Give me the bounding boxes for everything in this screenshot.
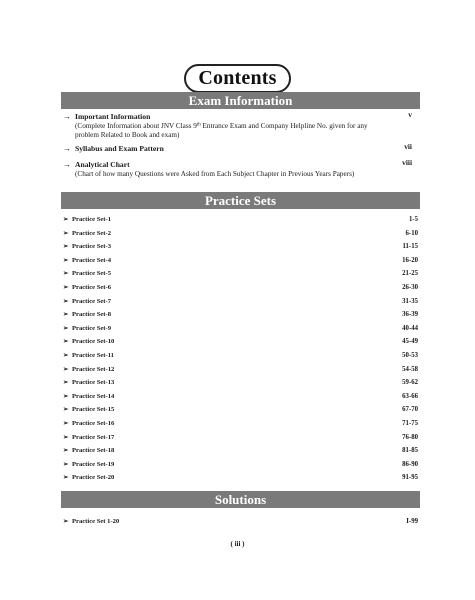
practice-set-name: Practice Set-9 [72, 324, 111, 332]
practice-set-row[interactable] [63, 298, 418, 312]
practice-set-row[interactable] [63, 257, 418, 271]
entry-page-number: v [408, 110, 412, 119]
practice-set-name: Practice Set-11 [72, 351, 114, 359]
page-title: Contents [184, 64, 290, 93]
entry-page-number: viii [402, 158, 412, 167]
practice-set-pages: 31-35 [402, 297, 418, 305]
practice-set-row[interactable] [63, 366, 418, 380]
practice-set-row[interactable] [63, 434, 418, 448]
practice-set-name: Practice Set-7 [72, 297, 111, 305]
practice-set-name: Practice Set-17 [72, 433, 115, 441]
page-number-footer: ( iii ) [230, 540, 245, 548]
solutions-entry[interactable] [63, 518, 418, 528]
desc-part: (Complete Information about JNV Class 9 [75, 122, 197, 130]
practice-set-pages: 6-10 [405, 229, 418, 237]
practice-set-row[interactable] [63, 474, 418, 488]
bullet-arrow-icon: ➢ [63, 351, 69, 359]
bullet-arrow-icon: ➢ [63, 518, 69, 525]
practice-set-row[interactable] [63, 230, 418, 244]
practice-set-pages: 76-80 [402, 433, 418, 441]
entry-description [75, 122, 380, 139]
practice-set-name: Practice Set-19 [72, 460, 115, 468]
practice-set-pages: 67-70 [402, 406, 418, 414]
bullet-arrow-icon: ➢ [63, 338, 69, 346]
practice-set-row[interactable] [63, 325, 418, 339]
bullet-arrow-icon: ➢ [63, 392, 69, 400]
bullet-arrow-icon: ➢ [63, 406, 69, 414]
practice-set-name: Practice Set-10 [72, 338, 115, 346]
practice-set-pages: 71-75 [402, 419, 418, 427]
arrow-right-icon: → [63, 160, 71, 169]
practice-set-row[interactable] [63, 284, 418, 298]
bullet-arrow-icon: ➢ [63, 229, 69, 237]
practice-set-name: Practice Set-14 [72, 392, 115, 400]
practice-set-name: Practice Set-18 [72, 447, 115, 455]
practice-set-list [63, 216, 418, 488]
practice-set-row[interactable] [63, 461, 418, 475]
entry-title: Important Information [75, 112, 151, 121]
practice-set-name: Practice Set-6 [72, 283, 111, 291]
practice-set-row[interactable] [63, 379, 418, 393]
practice-set-name: Practice Set-2 [72, 229, 111, 237]
practice-sets-banner: Practice Sets [61, 192, 420, 209]
practice-set-name: Practice Set-5 [72, 270, 111, 278]
practice-set-pages: 50-53 [402, 351, 418, 359]
practice-set-pages: 91-95 [402, 474, 418, 482]
practice-set-row[interactable] [63, 338, 418, 352]
bullet-arrow-icon: ➢ [63, 474, 69, 482]
bullet-arrow-icon: ➢ [63, 379, 69, 387]
bullet-arrow-icon: ➢ [63, 447, 69, 455]
solutions-name: Practice Set 1-20 [72, 518, 120, 525]
practice-set-name: Practice Set-4 [72, 256, 111, 264]
bullet-arrow-icon: ➢ [63, 270, 69, 278]
practice-set-name: Practice Set-15 [72, 406, 115, 414]
practice-set-row[interactable] [63, 393, 418, 407]
bullet-arrow-icon: ➢ [63, 324, 69, 332]
practice-set-name: Practice Set-16 [72, 419, 115, 427]
solutions-pages: I-99 [406, 518, 418, 525]
practice-set-name: Practice Set-8 [72, 311, 111, 319]
exam-information-banner: Exam Information [61, 92, 420, 109]
entry-page-number: vii [404, 142, 412, 151]
bullet-arrow-icon: ➢ [63, 216, 69, 223]
practice-set-pages: 11-15 [402, 243, 418, 251]
practice-set-row[interactable] [63, 243, 418, 257]
arrow-right-icon: → [63, 144, 71, 153]
analytical-chart-entry[interactable] [63, 158, 420, 181]
practice-set-row[interactable] [63, 406, 418, 420]
practice-set-row[interactable] [63, 420, 418, 434]
bullet-arrow-icon: ➢ [63, 419, 69, 427]
bullet-arrow-icon: ➢ [63, 460, 69, 468]
practice-set-row[interactable] [63, 270, 418, 284]
practice-set-row[interactable] [63, 216, 418, 230]
bullet-arrow-icon: ➢ [63, 433, 69, 441]
practice-set-pages: 40-44 [402, 324, 418, 332]
practice-set-row[interactable] [63, 311, 418, 325]
practice-set-pages: 81-85 [402, 447, 418, 455]
bullet-arrow-icon: ➢ [63, 311, 69, 319]
bullet-arrow-icon: ➢ [63, 365, 69, 373]
practice-set-row[interactable] [63, 352, 418, 366]
bullet-arrow-icon: ➢ [63, 243, 69, 251]
practice-set-name: Practice Set-20 [72, 474, 115, 482]
practice-set-pages: 59-62 [402, 379, 418, 387]
entry-title: Syllabus and Exam Pattern [75, 144, 164, 153]
practice-set-name: Practice Set-3 [72, 243, 111, 251]
practice-set-pages: 86-90 [402, 460, 418, 468]
practice-set-pages: 1-5 [408, 216, 418, 223]
entry-description: (Chart of how many Questions were Asked from Each Subject Chapter in Previous Years Papers) [75, 170, 355, 178]
solutions-banner: Solutions [61, 491, 420, 508]
practice-set-pages: 26-30 [402, 283, 418, 291]
bullet-arrow-icon: ➢ [63, 283, 69, 291]
important-information-entry[interactable] [63, 110, 420, 141]
bullet-arrow-icon: ➢ [63, 297, 69, 305]
practice-set-pages: 63-66 [402, 392, 418, 400]
practice-set-pages: 45-49 [402, 338, 418, 346]
desc-superscript: th [196, 122, 201, 128]
syllabus-entry[interactable] [63, 142, 420, 155]
practice-set-pages: 54-58 [402, 365, 418, 373]
practice-set-name: Practice Set-13 [72, 379, 115, 387]
desc-part: Entrance Exam and Company Helpline No. given for any problem Related to Book and exam) [75, 122, 368, 139]
practice-set-row[interactable] [63, 447, 418, 461]
entry-title: Analytical Chart [75, 160, 130, 169]
bullet-arrow-icon: ➢ [63, 256, 69, 264]
practice-set-pages: 21-25 [402, 270, 418, 278]
practice-set-pages: 16-20 [402, 256, 418, 264]
practice-set-pages: 36-39 [402, 311, 418, 319]
title-wrapper [0, 64, 475, 93]
practice-set-name: Practice Set-12 [72, 365, 115, 373]
practice-set-name: Practice Set-1 [72, 216, 111, 223]
arrow-right-icon: → [63, 112, 71, 121]
